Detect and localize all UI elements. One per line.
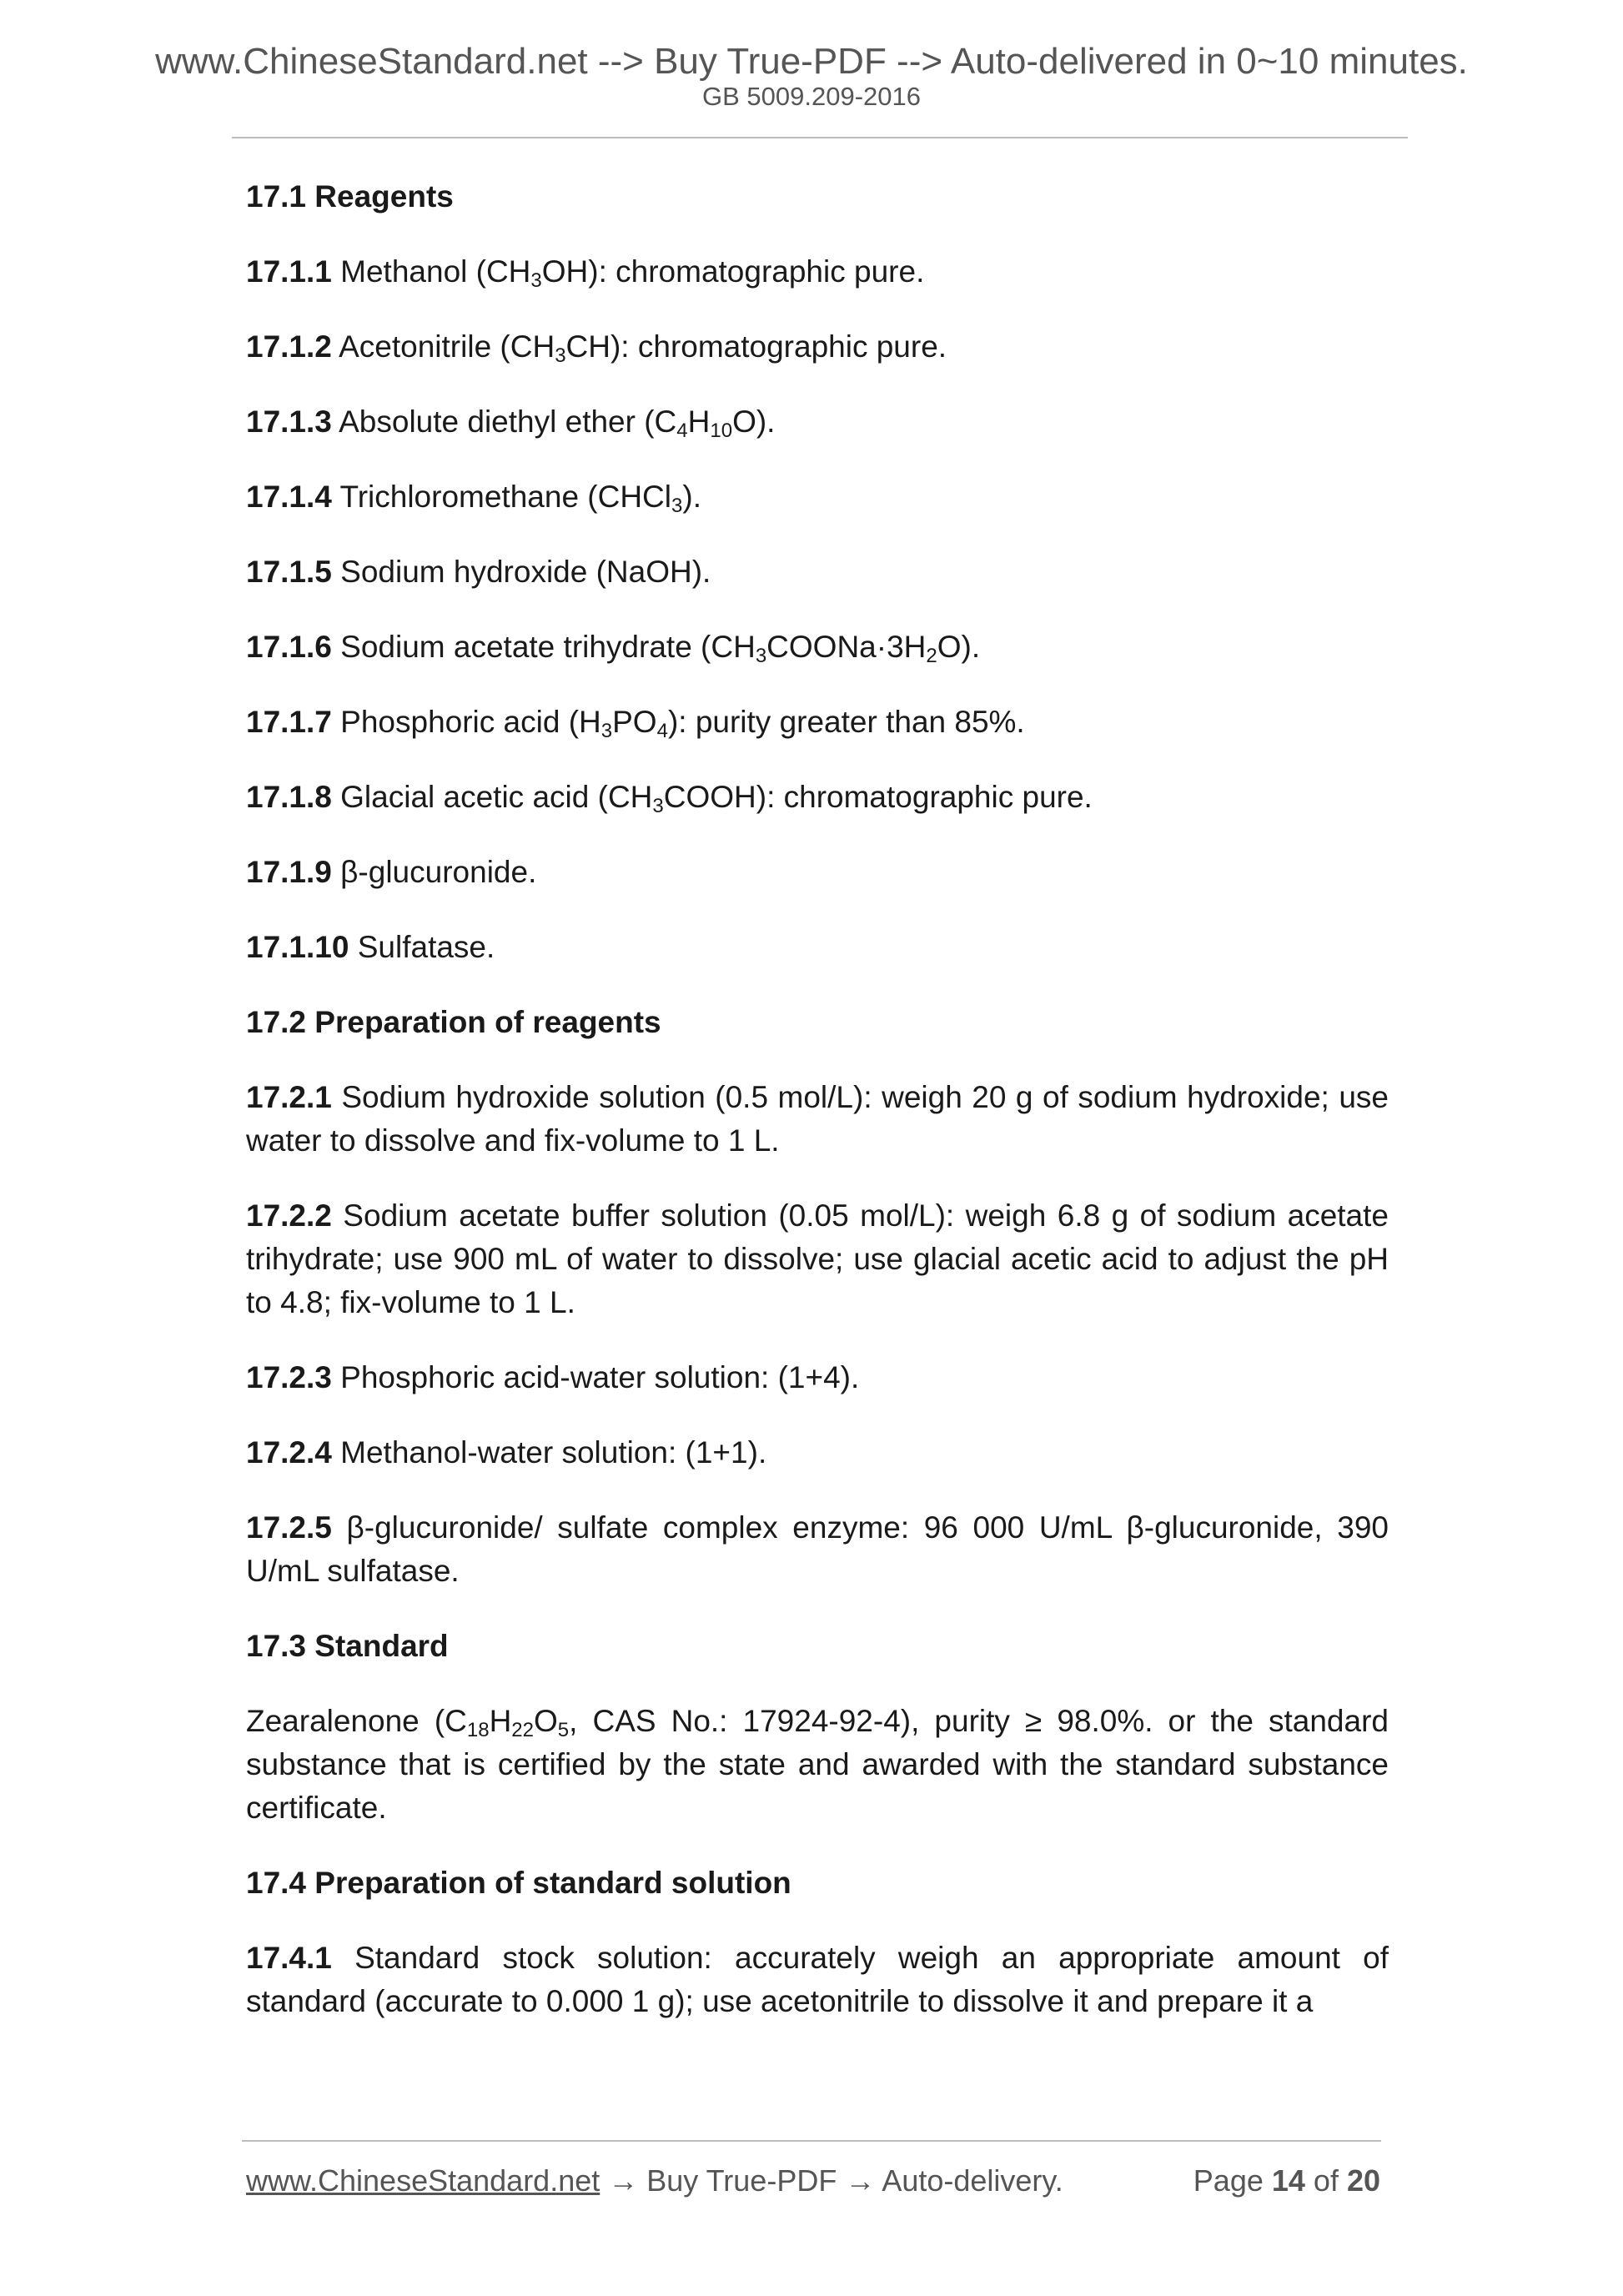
clause-text: Phosphoric acid (H [331, 705, 601, 739]
clause-text: Trichloromethane (CHCl [331, 480, 672, 514]
clause-number: 17.2.2 [246, 1198, 332, 1233]
clause-text: O). [732, 404, 776, 439]
current-page-number: 14 [1271, 2163, 1305, 2198]
subscript: 3 [671, 495, 683, 517]
clause-text: β-glucuronide/ sulfate complex enzyme: 96 000 U/mL β-glucuronide, 390 U/mL sulfatase. [246, 1510, 1389, 1588]
clause-text: PO [612, 705, 657, 739]
clause-17-2-1 [246, 1076, 1389, 1163]
section-heading-17-1: 17.1 Reagents [246, 179, 454, 214]
subscript: 2 [926, 645, 937, 667]
total-page-count: 20 [1346, 2163, 1380, 2198]
clause-text: Sulfatase. [349, 930, 495, 964]
clause-number: 17.4.1 [246, 1941, 332, 1975]
page-footer [246, 2162, 1380, 2200]
clause-number: 17.1.7 [246, 705, 332, 739]
clause-17-2-2 [246, 1194, 1389, 1324]
clause-text: COONa·3H [766, 630, 927, 664]
footer-site-link[interactable]: www.ChineseStandard.net [246, 2163, 600, 2198]
subscript: 3 [755, 645, 767, 667]
clause-text: Sodium acetate trihydrate (CH [331, 630, 756, 664]
clause-text: CH): chromatographic pure. [565, 329, 947, 364]
paragraph-text: O [534, 1704, 558, 1738]
clause-number: 17.1.9 [246, 855, 332, 889]
page-label: Page [1193, 2163, 1272, 2198]
clause-number: 17.1.6 [246, 630, 332, 664]
clause-number: 17.1.1 [246, 254, 332, 289]
subscript: 3 [530, 269, 542, 292]
paragraph-text: H [489, 1704, 512, 1738]
clause-text: Methanol (CH [331, 254, 531, 289]
clause-number: 17.2.3 [246, 1360, 332, 1394]
clause-17-1-9 [246, 851, 1389, 894]
clause-text: OH): chromatographic pure. [541, 254, 925, 289]
clause-number: 17.1.10 [246, 930, 349, 964]
clause-number: 17.1.5 [246, 555, 332, 589]
section-heading-17-2: 17.2 Preparation of reagents [246, 1005, 661, 1039]
subscript: 5 [557, 1719, 570, 1741]
clause-number: 17.1.4 [246, 480, 332, 514]
clause-number: 17.2.1 [246, 1080, 332, 1114]
clause-text: Sodium hydroxide solution (0.5 mol/L): weigh 20 g of sodium hydroxide; use water to dissolve and fix-volume to 1 L. [246, 1080, 1389, 1158]
clause-number: 17.1.3 [246, 404, 332, 439]
header-banner: www.ChineseStandard.net --> Buy True-PDF --> Auto-delivered in 0~10 minutes. [155, 41, 1468, 82]
clause-text: β-glucuronide. [331, 855, 537, 889]
clause-number: 17.2.5 [246, 1510, 332, 1545]
clause-text: COOH): chromatographic pure. [663, 780, 1093, 814]
paragraph-text: , CAS No.: 17924-92-4), purity ≥ 98.0%. or the standard substance that is certified by the state and awarded with the standard substance certificate. [246, 1704, 1389, 1825]
clause-17-1-8 [246, 776, 1389, 819]
subscript: 3 [555, 344, 566, 367]
paragraph-text: Zearalenone (C [246, 1704, 467, 1738]
subscript: 3 [652, 795, 664, 817]
section-heading-17-4: 17.4 Preparation of standard solution [246, 1866, 791, 1900]
footer-text: → Buy True-PDF → Auto-delivery. [600, 2163, 1063, 2198]
clause-text: H [687, 404, 711, 439]
subscript: 4 [656, 720, 668, 742]
clause-text: O). [937, 630, 981, 664]
clause-text: Acetonitrile (CH [331, 329, 555, 364]
of-label: of [1304, 2163, 1347, 2198]
subscript: 4 [676, 420, 688, 442]
section-heading-17-3: 17.3 Standard [246, 1629, 449, 1663]
subscript: 22 [511, 1719, 534, 1741]
clause-number: 17.2.4 [246, 1435, 332, 1470]
clause-17-2-3 [246, 1356, 1389, 1399]
clause-17-1-7 [246, 701, 1389, 744]
clause-text: Methanol-water solution: (1+1). [331, 1435, 767, 1470]
header-divider [232, 137, 1408, 138]
clause-text: Sodium acetate buffer solution (0.05 mol/L): weigh 6.8 g of sodium acetate trihydrate; use 900 mL of water to dissolve; use glacial acetic acid to adjust the pH to 4.8; fix-volume to 1 L. [246, 1198, 1389, 1319]
document-body [246, 175, 1389, 2055]
clause-text: ). [682, 480, 701, 514]
subscript: 18 [466, 1719, 490, 1741]
clause-17-1-4 [246, 475, 1389, 519]
footer-divider [242, 2140, 1381, 2142]
clause-number: 17.1.2 [246, 329, 332, 364]
clause-text: Standard stock solution: accurately weigh an appropriate amount of standard (accurate to 0.000 1 g); use acetonitrile to dissolve it and prepare it a [246, 1941, 1389, 2018]
clause-number: 17.1.8 [246, 780, 332, 814]
clause-17-2-4 [246, 1431, 1389, 1475]
clause-text: Phosphoric acid-water solution: (1+4). [331, 1360, 860, 1394]
clause-17-1-2 [246, 325, 1389, 369]
clause-17-4-1 [246, 1937, 1389, 2023]
clause-text: ): purity greater than 85%. [667, 705, 1025, 739]
clause-text: Sodium hydroxide (NaOH). [331, 555, 711, 589]
clause-text: Absolute diethyl ether (C [331, 404, 677, 439]
subscript: 10 [710, 420, 733, 442]
clause-17-1-5 [246, 550, 1389, 594]
page-indicator [1193, 2162, 1380, 2200]
clause-text: Glacial acetic acid (CH [331, 780, 653, 814]
clause-17-1-3 [246, 400, 1389, 444]
clause-17-1-1 [246, 250, 1389, 294]
clause-17-1-6 [246, 625, 1389, 669]
clause-17-1-10 [246, 926, 1389, 969]
clause-17-2-5 [246, 1506, 1389, 1593]
standard-paragraph [246, 1700, 1389, 1830]
document-id: GB 5009.209-2016 [702, 82, 921, 111]
subscript: 3 [600, 720, 613, 742]
